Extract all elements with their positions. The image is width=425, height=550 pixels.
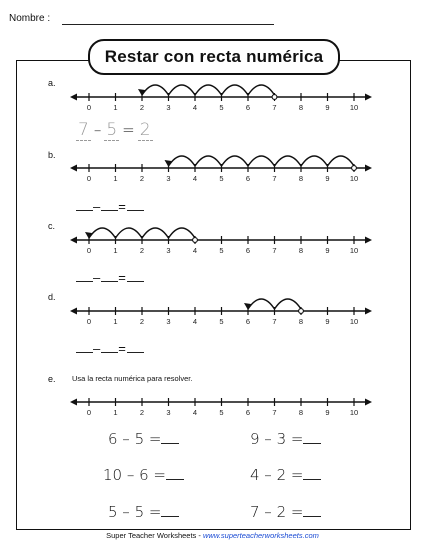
part-e-instruction: Usa la recta numérica para resolver. (72, 374, 193, 383)
hop-arc (222, 156, 249, 166)
hop-arc (195, 156, 222, 166)
hop-arc (301, 156, 328, 166)
tick-label: 9 (325, 174, 330, 183)
tick-label: 2 (139, 408, 145, 417)
right-arrow-icon (365, 165, 372, 172)
equation-e3 (103, 466, 184, 484)
tick-label: 7 (272, 246, 277, 255)
tick-label: 10 (349, 103, 359, 112)
start-point-marker (272, 95, 277, 100)
answer-blank[interactable] (101, 342, 118, 353)
blank-equation-c (76, 270, 144, 285)
tick-label: 7 (272, 103, 277, 112)
left-arrow-icon (70, 399, 77, 406)
tick-label: 4 (192, 174, 198, 183)
page-title: Restar con recta numérica (104, 47, 324, 66)
tick-label: 6 (245, 174, 251, 183)
answer-blank[interactable] (161, 430, 179, 444)
tick-label: 8 (298, 103, 304, 112)
tick-label: 4 (192, 408, 198, 417)
tick-label: 5 (219, 103, 224, 112)
tick-label: 8 (298, 246, 304, 255)
equation-e1 (108, 430, 179, 448)
tick-label: 7 (272, 317, 277, 326)
tick-label: 0 (86, 317, 92, 326)
tick-label: 4 (192, 317, 198, 326)
tick-label: 0 (86, 408, 92, 417)
tick-label: 10 (349, 246, 359, 255)
tick-label: 0 (86, 246, 92, 255)
tick-label: 6 (245, 103, 251, 112)
hop-arc (116, 228, 143, 238)
right-arrow-icon (365, 308, 372, 315)
tick-label: 4 (192, 103, 198, 112)
tick-label: 6 (245, 317, 251, 326)
footer (0, 531, 425, 540)
answer-blank[interactable] (101, 271, 118, 282)
tick-label: 5 (219, 408, 224, 417)
tick-label: 2 (139, 174, 145, 183)
answer-blank[interactable] (127, 271, 144, 282)
hop-arc (169, 156, 196, 166)
right-arrow-icon (365, 237, 372, 244)
answer-blank[interactable] (76, 271, 93, 282)
equation-e5 (108, 503, 179, 521)
start-point-marker (352, 166, 357, 171)
answer-blank[interactable] (76, 342, 93, 353)
hop-arc (328, 156, 355, 166)
equation-text: 6 – 5 = (108, 430, 162, 448)
answer-blank[interactable] (303, 466, 321, 480)
blank-equation-d (76, 341, 144, 356)
blank-equation-b (76, 199, 144, 214)
left-arrow-icon (70, 237, 77, 244)
equals-sign: = (118, 270, 127, 285)
problem-a-letter: a. (48, 78, 56, 88)
tick-label: 3 (166, 317, 171, 326)
tick-label: 0 (86, 174, 92, 183)
tick-label: 9 (325, 317, 330, 326)
equals-sign: = (118, 341, 127, 356)
hop-arc (248, 299, 275, 309)
tick-label: 2 (139, 246, 145, 255)
equals-sign: = (118, 199, 127, 214)
tick-label: 9 (325, 408, 330, 417)
tick-label: 7 (272, 174, 277, 183)
tick-label: 9 (325, 246, 330, 255)
answer-blank[interactable] (101, 200, 118, 211)
tick-label: 1 (113, 174, 118, 183)
equation-text: 7 – 2 = (250, 503, 304, 521)
answer-blank[interactable] (76, 200, 93, 211)
problem-b-letter: b. (48, 150, 56, 160)
hop-arc (142, 85, 169, 95)
tick-label: 8 (298, 174, 304, 183)
tick-label: 0 (86, 103, 92, 112)
tick-label: 1 (113, 317, 118, 326)
answer-blank[interactable] (161, 503, 179, 517)
tick-label: 8 (298, 408, 304, 417)
hop-arc (275, 156, 302, 166)
answer-blank[interactable] (303, 503, 321, 517)
equation-e2 (250, 430, 321, 448)
right-arrow-icon (365, 94, 372, 101)
tick-label: 3 (166, 174, 171, 183)
hop-arc (169, 228, 196, 238)
tick-label: 8 (298, 317, 304, 326)
tick-label: 2 (139, 317, 145, 326)
tick-label: 3 (166, 246, 171, 255)
footer-brand: Super Teacher Worksheets - (106, 531, 203, 540)
equation-text: 9 – 3 = (250, 430, 304, 448)
tick-label: 6 (245, 246, 251, 255)
hop-arc (248, 156, 275, 166)
answer-blank[interactable] (127, 200, 144, 211)
equation-e4 (250, 466, 321, 484)
tick-label: 7 (272, 408, 277, 417)
left-arrow-icon (70, 165, 77, 172)
problem-d-letter: d. (48, 292, 56, 302)
tick-label: 6 (245, 408, 251, 417)
answer-blank[interactable] (303, 430, 321, 444)
tick-label: 1 (113, 246, 118, 255)
hop-arc (222, 85, 249, 95)
problem-e-letter: e. (48, 374, 56, 384)
equation-e6 (250, 503, 321, 521)
equation-text: 5 – 5 = (108, 503, 162, 521)
hop-arc (142, 228, 169, 238)
example-minuend: 7 (78, 120, 89, 140)
answer-blank[interactable] (127, 342, 144, 353)
example-difference: 2 (139, 120, 151, 140)
tick-label: 1 (113, 103, 118, 112)
hop-arc (195, 85, 222, 95)
nombre-label: Nombre : (9, 13, 51, 24)
tick-label: 2 (139, 103, 145, 112)
tick-label: 4 (192, 246, 198, 255)
hop-arc (248, 85, 275, 95)
equation-text: 4 – 2 = (250, 466, 304, 484)
tick-label: 1 (113, 408, 118, 417)
answer-blank[interactable] (166, 466, 184, 480)
start-point-marker (299, 309, 304, 314)
example-minus: – (93, 121, 102, 139)
tick-label: 10 (349, 408, 359, 417)
tick-label: 3 (166, 408, 171, 417)
tick-label: 9 (325, 103, 330, 112)
hop-arc (89, 228, 116, 238)
tick-label: 5 (219, 246, 224, 255)
footer-url[interactable]: www.superteacherworksheets.com (202, 531, 319, 540)
tick-label: 10 (349, 174, 359, 183)
tick-label: 5 (219, 317, 224, 326)
tick-label: 3 (166, 103, 171, 112)
start-point-marker (193, 238, 198, 243)
hop-arc (169, 85, 196, 95)
hop-arc (275, 299, 302, 309)
minus-sign: – (93, 341, 102, 356)
equation-text: 10 – 6 = (103, 466, 167, 484)
right-arrow-icon (365, 399, 372, 406)
tick-label: 5 (219, 174, 224, 183)
left-arrow-icon (70, 94, 77, 101)
left-arrow-icon (70, 308, 77, 315)
example-equation (76, 120, 153, 140)
example-subtrahend: 5 (106, 120, 118, 140)
example-equals: = (122, 121, 135, 139)
tick-label: 10 (349, 317, 359, 326)
minus-sign: – (93, 199, 102, 214)
problem-c-letter: c. (48, 221, 56, 231)
minus-sign: – (93, 270, 102, 285)
